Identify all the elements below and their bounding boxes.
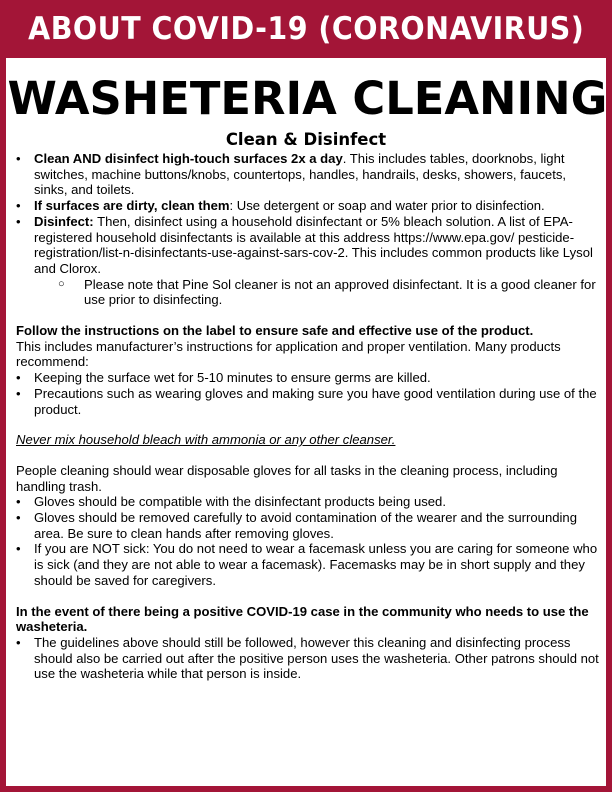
list-item (16, 198, 600, 214)
document-body (16, 151, 600, 682)
list-item (16, 151, 600, 198)
item-text: Then, disinfect using a household disinfectant or 5% bleach solution. A list of EPA-registered household disinfectants is available at this address https://www.epa.gov/ pesticide-registration/list-n-disinfectants-use-against-sars-cov-2. This includes common products like Lysol and Clorox. (34, 213, 593, 276)
header-bar (0, 0, 612, 58)
section2-heading: Follow the instructions on the label to ensure safe and effective use of the product. (16, 323, 534, 339)
list-item (16, 214, 600, 308)
header-title: ABOUT COVID-19 (CORONAVIRUS) (27, 11, 585, 47)
item-bold: Disinfect: (34, 213, 94, 229)
list-item: • Gloves should be compatible with the disinfectant products being used. (16, 494, 600, 510)
section3-list (16, 494, 600, 588)
sub-list-item: ○ Please note that Pine Sol cleaner is not an approved disinfectant. It is a good cleaner for use prior to disinfecting. (58, 277, 600, 308)
item-text: : Use detergent or soap and water prior to disinfection. (229, 198, 545, 214)
item-bold: Clean AND disinfect high-touch surfaces 2x a day (34, 151, 343, 166)
section4-list (16, 635, 600, 682)
section3-intro: People cleaning should wear disposable gloves for all tasks in the cleaning process, including handling trash. (16, 462, 558, 494)
section1-list (16, 151, 600, 308)
document-page (6, 58, 606, 786)
main-title: WASHETERIA CLEANING (7, 72, 608, 125)
list-item: • Precautions such as wearing gloves and making sure you have good ventilation during use of the product. (16, 386, 600, 417)
subtitle: Clean & Disinfect (225, 130, 387, 149)
list-item: • Keeping the surface wet for 5-10 minutes to ensure germs are killed. (16, 370, 600, 386)
warning-text: Never mix household bleach with ammonia or any other cleanser. (16, 432, 396, 448)
sub-list (34, 277, 600, 308)
list-item: • If you are NOT sick: You do not need to wear a facemask unless you are caring for someone who is sick (and they are not able to wear a facemask). Facemasks may be in short supply and they should be saved for caregivers. (16, 541, 600, 588)
item-text: . This includes tables, doorknobs, light switches, machine buttons/knobs, countertops, handles, handrails, desks, showers, faucets, sinks, and toilets. (34, 151, 567, 198)
section2-intro: This includes manufacturer’s instructions for application and proper ventilation. Many products recommend: (16, 338, 561, 370)
list-item: • The guidelines above should still be followed, however this cleaning and disinfecting process should also be carried out after the positive person uses the washeteria. Other patrons should not use the washeteria while that person is inside. (16, 635, 600, 682)
section2-list (16, 370, 600, 417)
section4-heading: In the event of there being a positive COVID-19 case in the community who needs to use the washeteria. (16, 603, 589, 635)
item-bold: If surfaces are dirty, clean them (34, 198, 230, 214)
list-item: • Gloves should be removed carefully to avoid contamination of the wearer and the surrounding area. Be sure to clean hands after removing gloves. (16, 510, 600, 541)
